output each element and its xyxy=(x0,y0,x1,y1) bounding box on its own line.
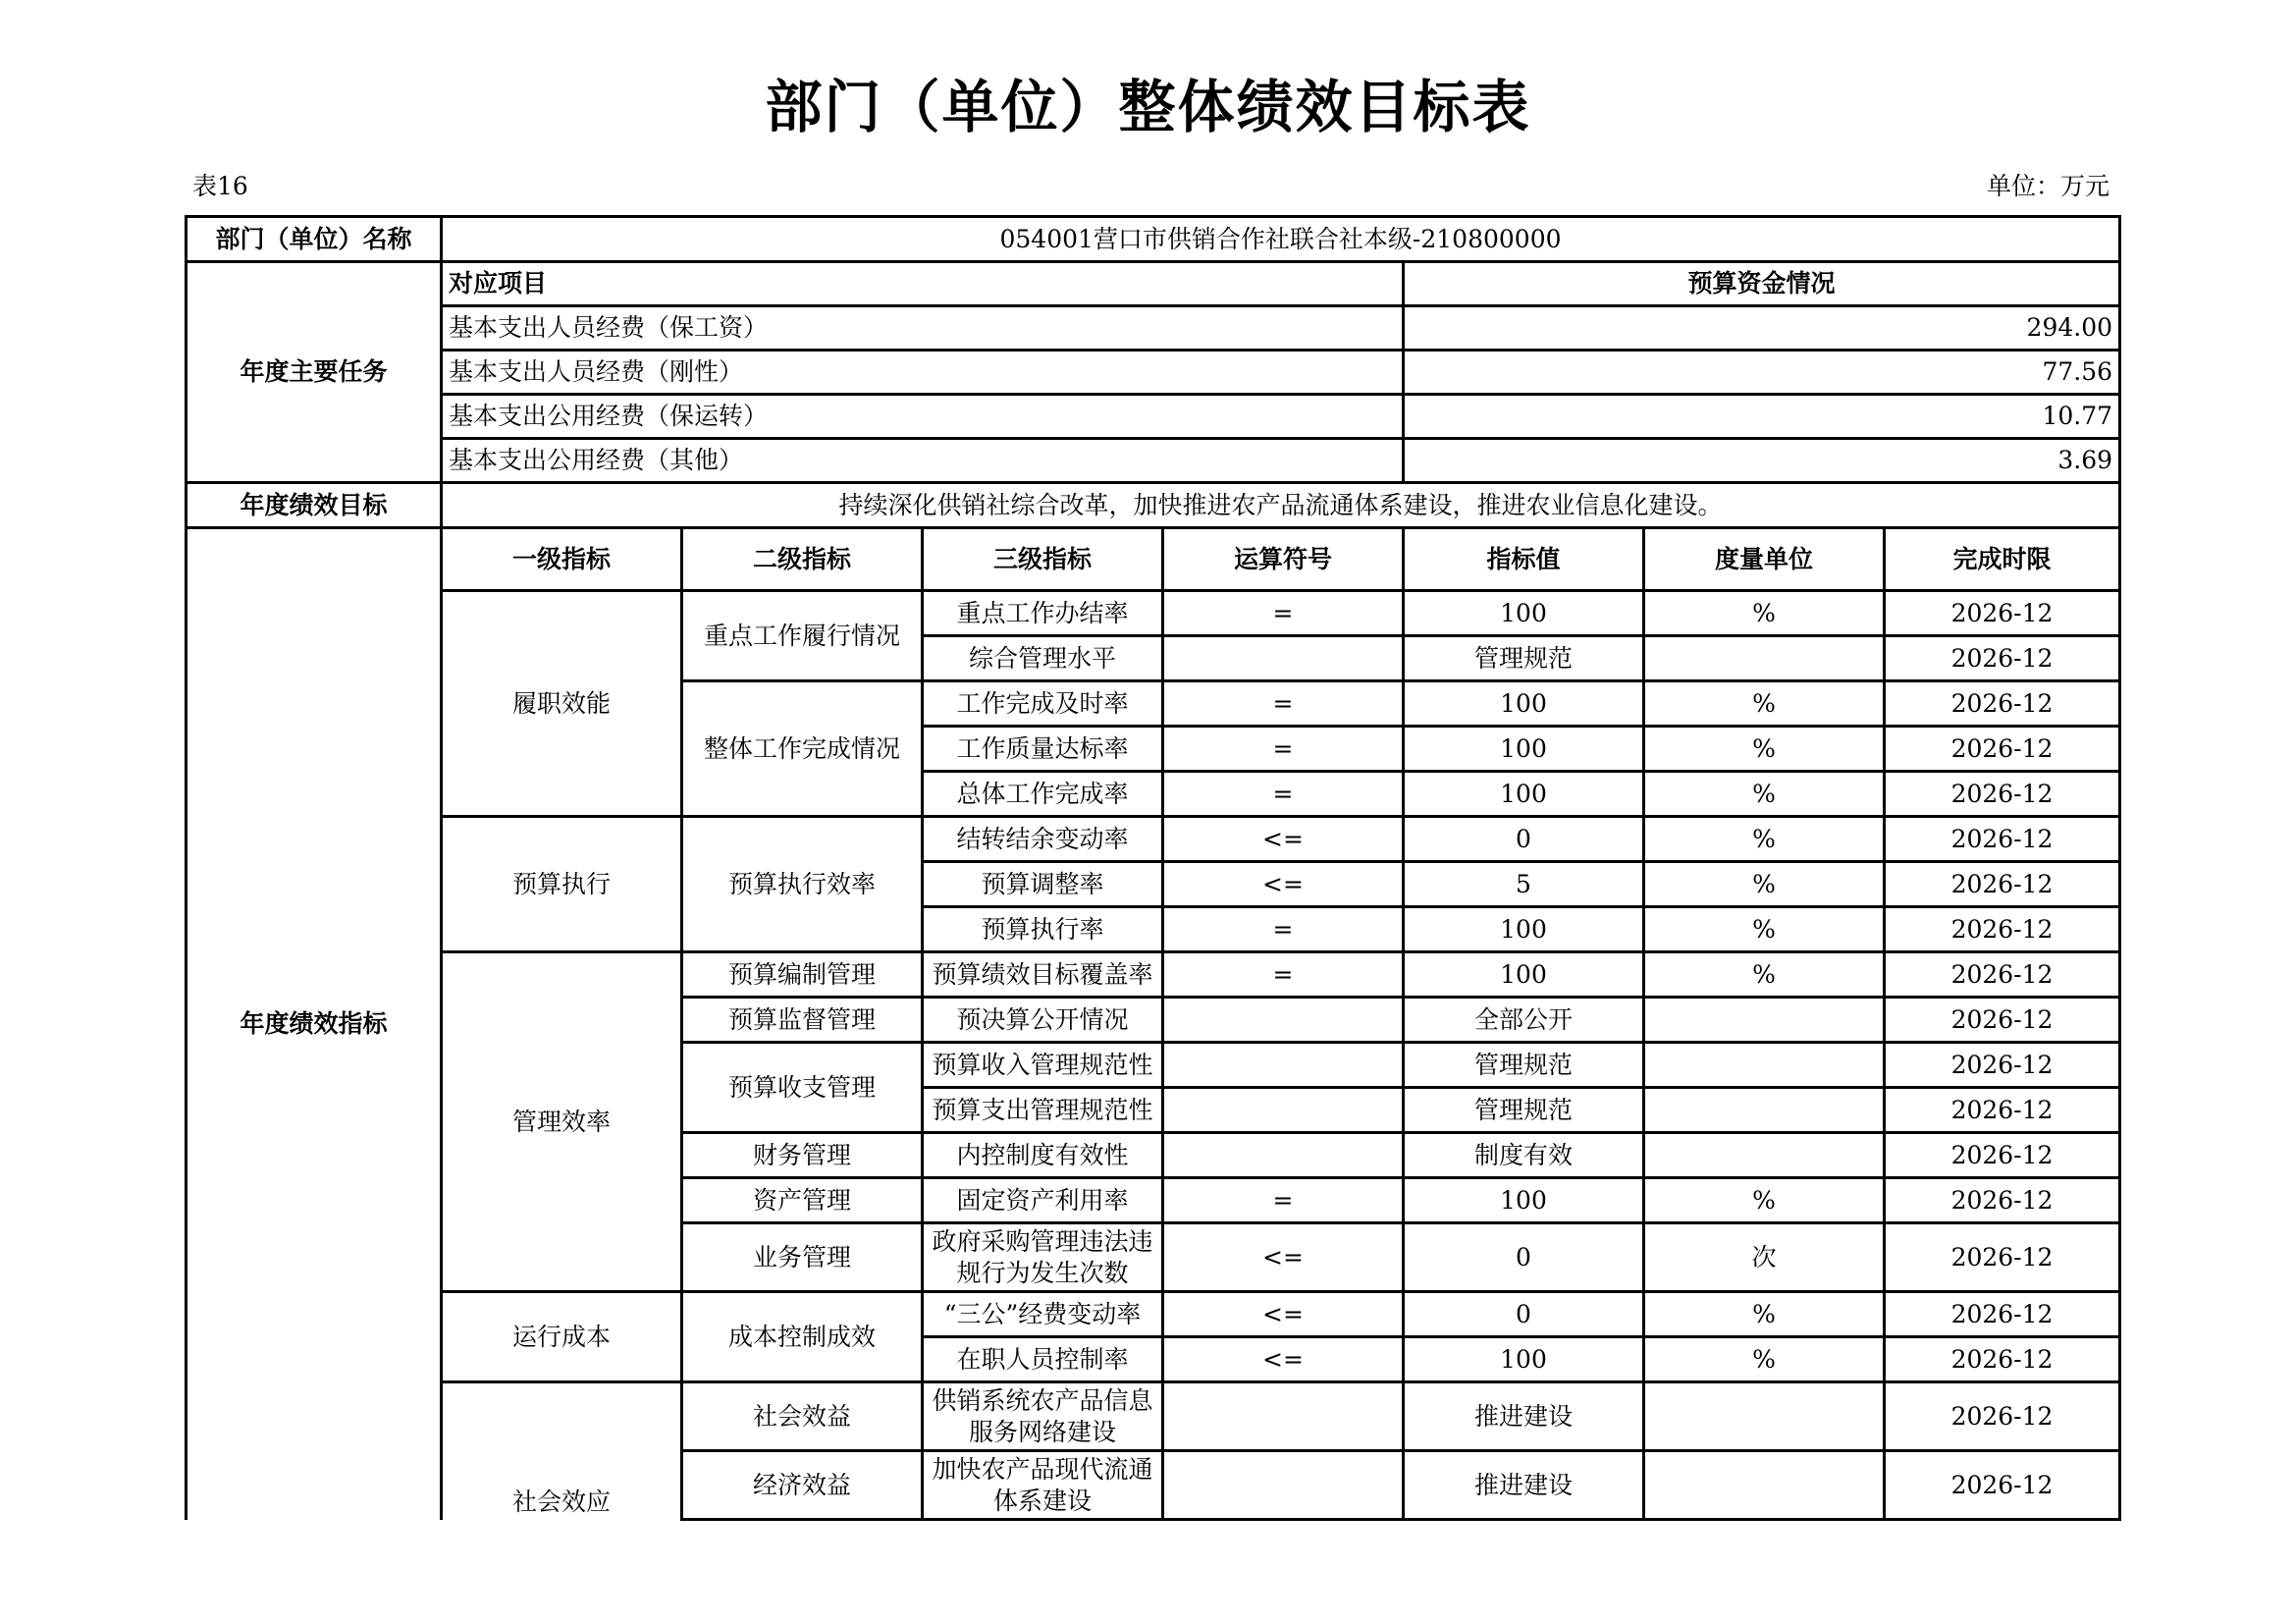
level3-cell: 预决算公开情况 xyxy=(923,998,1163,1043)
header-level3: 三级指标 xyxy=(923,528,1163,591)
operator-cell: <= xyxy=(1163,1292,1404,1337)
value-cell: 5 xyxy=(1404,862,1644,907)
level3-cell: 重点工作办结率 xyxy=(923,591,1163,636)
level1-cell: 履职效能 xyxy=(442,591,682,817)
unit-cell: % xyxy=(1644,862,1885,907)
value-cell: 0 xyxy=(1404,817,1644,862)
deadline-cell: 2026-12 xyxy=(1885,1088,2120,1133)
operator-cell: <= xyxy=(1163,817,1404,862)
deadline-cell: 2026-12 xyxy=(1885,1337,2120,1382)
operator-cell xyxy=(1163,1451,1404,1520)
level3-cell: 总体工作完成率 xyxy=(923,772,1163,817)
task-amount: 3.69 xyxy=(1404,439,2120,483)
deadline-cell: 2026-12 xyxy=(1885,591,2120,636)
level3-cell: 加快农产品现代流通体系建设 xyxy=(923,1451,1163,1520)
level3-cell: 在职人员控制率 xyxy=(923,1337,1163,1382)
deadline-cell: 2026-12 xyxy=(1885,817,2120,862)
unit-cell xyxy=(1644,1133,1885,1178)
value-cell: 全部公开 xyxy=(1404,998,1644,1043)
level3-cell: 预算执行率 xyxy=(923,907,1163,952)
page-title: 部门（单位）整体绩效目标表 xyxy=(765,74,1531,140)
task-row xyxy=(187,351,2120,395)
level3-cell: 工作质量达标率 xyxy=(923,727,1163,772)
goal-label: 年度绩效目标 xyxy=(187,483,442,528)
operator-cell xyxy=(1163,1133,1404,1178)
operator-cell xyxy=(1163,1043,1404,1088)
deadline-cell: 2026-12 xyxy=(1885,952,2120,998)
level1-cell: 预算执行 xyxy=(442,817,682,952)
operator-cell: = xyxy=(1163,952,1404,998)
task-row xyxy=(187,306,2120,351)
tasks-label: 年度主要任务 xyxy=(187,262,442,483)
deadline-cell: 2026-12 xyxy=(1885,727,2120,772)
tasks-header-budget: 预算资金情况 xyxy=(1404,262,2120,306)
level3-cell: 供销系统农产品信息服务网络建设 xyxy=(923,1382,1163,1451)
operator-cell: <= xyxy=(1163,1223,1404,1292)
level1-cell: 管理效率 xyxy=(442,952,682,1292)
header-deadline: 完成时限 xyxy=(1885,528,2120,591)
operator-cell: <= xyxy=(1163,1337,1404,1382)
value-cell: 推进建设 xyxy=(1404,1382,1644,1451)
header-level2: 二级指标 xyxy=(682,528,923,591)
value-cell: 100 xyxy=(1404,591,1644,636)
task-row xyxy=(187,439,2120,483)
deadline-cell: 2026-12 xyxy=(1885,862,2120,907)
level3-cell: 固定资产利用率 xyxy=(923,1178,1163,1223)
unit-cell xyxy=(1644,1043,1885,1088)
level2-cell: 预算执行效率 xyxy=(682,817,923,952)
value-cell: 推进建设 xyxy=(1404,1451,1644,1520)
operator-cell: = xyxy=(1163,1178,1404,1223)
deadline-cell: 2026-12 xyxy=(1885,1223,2120,1292)
value-cell: 100 xyxy=(1404,952,1644,998)
level3-cell: 内控制度有效性 xyxy=(923,1133,1163,1178)
unit-cell xyxy=(1644,1088,1885,1133)
level3-cell: 政府采购管理违法违规行为发生次数 xyxy=(923,1223,1163,1292)
unit-cell xyxy=(1644,998,1885,1043)
deadline-cell: 2026-12 xyxy=(1885,636,2120,681)
value-cell: 100 xyxy=(1404,681,1644,727)
deadline-cell: 2026-12 xyxy=(1885,1451,2120,1520)
level2-cell: 成本控制成效 xyxy=(682,1292,923,1382)
indicator-header-row xyxy=(187,528,2120,591)
deadline-cell: 2026-12 xyxy=(1885,998,2120,1043)
unit-cell: % xyxy=(1644,727,1885,772)
task-item: 基本支出公用经费（保运转） xyxy=(442,395,1404,439)
unit-cell: % xyxy=(1644,1337,1885,1382)
header-operator: 运算符号 xyxy=(1163,528,1404,591)
level2-cell: 预算监督管理 xyxy=(682,998,923,1043)
goal-row xyxy=(187,483,2120,528)
unit-cell xyxy=(1644,1382,1885,1451)
table-number: 表16 xyxy=(192,172,248,200)
level2-cell: 社会效益 xyxy=(682,1382,923,1451)
level2-cell: 经济效益 xyxy=(682,1451,923,1520)
performance-target-table xyxy=(185,215,2121,1521)
level3-cell: 预算绩效目标覆盖率 xyxy=(923,952,1163,998)
unit-cell: % xyxy=(1644,1178,1885,1223)
header-level1: 一级指标 xyxy=(442,528,682,591)
header-unit: 度量单位 xyxy=(1644,528,1885,591)
level3-cell: 预算收入管理规范性 xyxy=(923,1043,1163,1088)
deadline-cell: 2026-12 xyxy=(1885,1133,2120,1178)
value-cell: 管理规范 xyxy=(1404,636,1644,681)
operator-cell xyxy=(1163,636,1404,681)
task-amount: 10.77 xyxy=(1404,395,2120,439)
indicator-row xyxy=(187,952,2120,998)
header-value: 指标值 xyxy=(1404,528,1644,591)
unit-cell: % xyxy=(1644,681,1885,727)
level2-cell: 重点工作履行情况 xyxy=(682,591,923,681)
unit-cell: % xyxy=(1644,591,1885,636)
operator-cell xyxy=(1163,1088,1404,1133)
deadline-cell: 2026-12 xyxy=(1885,772,2120,817)
dept-row xyxy=(187,217,2120,262)
unit-cell xyxy=(1644,1451,1885,1520)
task-amount: 77.56 xyxy=(1404,351,2120,395)
task-item: 基本支出人员经费（刚性） xyxy=(442,351,1404,395)
level2-cell: 预算收支管理 xyxy=(682,1043,923,1133)
level1-cell: 运行成本 xyxy=(442,1292,682,1382)
unit-cell: % xyxy=(1644,907,1885,952)
value-cell: 管理规范 xyxy=(1404,1043,1644,1088)
value-cell: 制度有效 xyxy=(1404,1133,1644,1178)
indicators-label: 年度绩效指标 xyxy=(187,528,442,1520)
task-item: 基本支出人员经费（保工资） xyxy=(442,306,1404,351)
value-cell: 0 xyxy=(1404,1223,1644,1292)
value-cell: 0 xyxy=(1404,1292,1644,1337)
level3-cell: 工作完成及时率 xyxy=(923,681,1163,727)
deadline-cell: 2026-12 xyxy=(1885,681,2120,727)
level2-cell: 资产管理 xyxy=(682,1178,923,1223)
task-amount: 294.00 xyxy=(1404,306,2120,351)
operator-cell: = xyxy=(1163,907,1404,952)
task-item: 基本支出公用经费（其他） xyxy=(442,439,1404,483)
level3-cell: 综合管理水平 xyxy=(923,636,1163,681)
deadline-cell: 2026-12 xyxy=(1885,1292,2120,1337)
goal-text: 持续深化供销社综合改革，加快推进农产品流通体系建设，推进农业信息化建设。 xyxy=(442,483,2120,528)
level2-cell: 预算编制管理 xyxy=(682,952,923,998)
tasks-header-item: 对应项目 xyxy=(442,262,1404,306)
indicator-row xyxy=(187,817,2120,862)
value-cell: 管理规范 xyxy=(1404,1088,1644,1133)
level2-cell: 业务管理 xyxy=(682,1223,923,1292)
level2-cell: 财务管理 xyxy=(682,1133,923,1178)
operator-cell: <= xyxy=(1163,862,1404,907)
unit-cell: % xyxy=(1644,772,1885,817)
operator-cell xyxy=(1163,1382,1404,1451)
unit-label: 单位：万元 xyxy=(1986,172,2109,200)
dept-label: 部门（单位）名称 xyxy=(187,217,442,262)
level3-cell: 结转结余变动率 xyxy=(923,817,1163,862)
unit-cell xyxy=(1644,636,1885,681)
level3-cell: “三公”经费变动率 xyxy=(923,1292,1163,1337)
unit-cell: 次 xyxy=(1644,1223,1885,1292)
level2-cell: 整体工作完成情况 xyxy=(682,681,923,817)
operator-cell: = xyxy=(1163,727,1404,772)
indicator-row xyxy=(187,1292,2120,1337)
task-row xyxy=(187,395,2120,439)
operator-cell: = xyxy=(1163,681,1404,727)
value-cell: 100 xyxy=(1404,1337,1644,1382)
deadline-cell: 2026-12 xyxy=(1885,907,2120,952)
value-cell: 100 xyxy=(1404,727,1644,772)
dept-name: 054001营口市供销合作社联合社本级-210800000 xyxy=(442,217,2120,262)
unit-cell: % xyxy=(1644,817,1885,862)
unit-cell: % xyxy=(1644,1292,1885,1337)
operator-cell: = xyxy=(1163,591,1404,636)
indicator-row xyxy=(187,1382,2120,1451)
level1-cell: 社会效应 xyxy=(442,1382,682,1520)
operator-cell xyxy=(1163,998,1404,1043)
deadline-cell: 2026-12 xyxy=(1885,1043,2120,1088)
deadline-cell: 2026-12 xyxy=(1885,1382,2120,1451)
level3-cell: 预算支出管理规范性 xyxy=(923,1088,1163,1133)
unit-cell: % xyxy=(1644,952,1885,998)
level3-cell: 预算调整率 xyxy=(923,862,1163,907)
indicator-row xyxy=(187,591,2120,636)
value-cell: 100 xyxy=(1404,1178,1644,1223)
tasks-header-row xyxy=(187,262,2120,306)
value-cell: 100 xyxy=(1404,772,1644,817)
value-cell: 100 xyxy=(1404,907,1644,952)
operator-cell: = xyxy=(1163,772,1404,817)
deadline-cell: 2026-12 xyxy=(1885,1178,2120,1223)
